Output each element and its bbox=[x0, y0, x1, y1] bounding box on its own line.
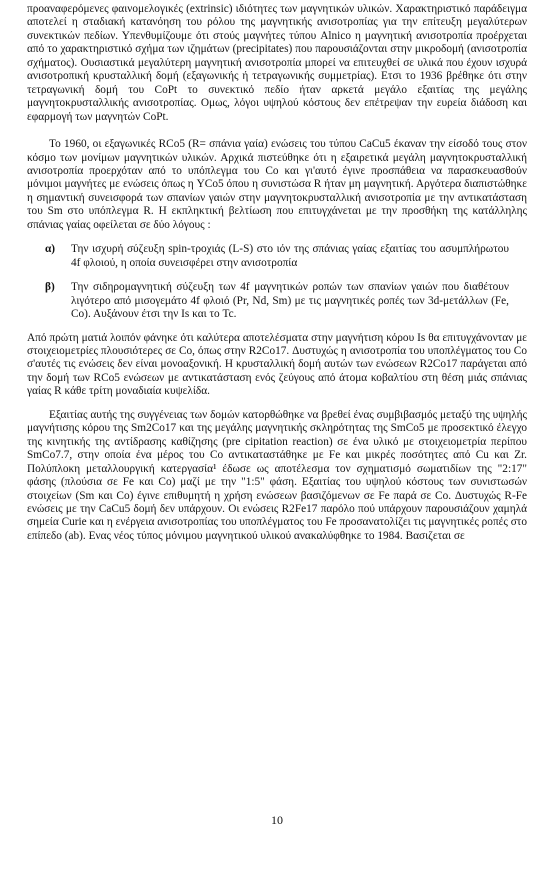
page-number: 10 bbox=[271, 813, 283, 827]
list-text-a: Την ισχυρή σύζευξη spin-τροχιάς (L-S) στο ιόν της σπάνιας γαίας εξαιτίας του ασυμπλήρωτου 4f φλοιού, η οποία συνεισφέρει στην ανισοτροπία bbox=[71, 243, 509, 269]
paragraph-1: προαναφερόμενες φαινομελογικές (extrinsic) ιδιότητες των μαγνητικών υλικών. Χαρακτηριστικό παράδειγμα αποτελεί η σταδιακή κατανόηση του ρόλου της μαγνητικής ανισοτροπίας για την επίτευξη μεγαλύτερων συνεκτικών πεδίων. Υπενθυμίζουμε ότι στούς μαγνήτες τύπου Alnico η μαγνητική ανισοτροπία προέρχεται από το χαρακτηριστικό σχήμα των ιζημάτων (precipitates) που παρουσιάζονται στην μικροδομή (ανισοτροπία σχήματος). Ουσιαστικά μεγαλύτερη μαγνητική ανισοτροπία μπορεί να επιτευχθεί σε υλικά που έχουν ισχυρά ανισοτροπική κρυσταλλική δομή (εξαγωνικής ή τετραγωνικής συμμετρίας). Ετσι το 1936 βρέθηκε ότι στην τετραγωνική δομή του CoPt το συνεκτικό πεδίο ήταν αρκετά μεγάλο εξαιτίας της μεγάλης μαγνητοκρυσταλλικής ανισοτροπίας. Ομως, λόγοι υψηλού κόστους δεν επέτρεψαν την ευρεία διάδοση και εφαρμογή των μαγνητών CoPt. bbox=[27, 3, 527, 123]
list-marker-a: α) bbox=[45, 243, 56, 256]
list-text-b: Την σιδηρομαγνητική σύζευξη των 4f μαγνητικών ροπών των σπανίων γαιών που διαθέτουν λιγότερο από μισογεμάτο 4f φλοιό (Pr, Nd, Sm) με τις μαγνητικές ροπές των 3d-μετάλλων (Fe, Co). Αυξάνουν έτσι την Is και το Tc. bbox=[71, 281, 509, 321]
list-item-b bbox=[27, 281, 527, 321]
paragraph-3: Από πρώτη ματιά λοιπόν φάνηκε ότι καλύτερα αποτελέσματα στην μαγνήτιση κόρου Is θα επιτυγχάνονταν με στοιχειομετρίες πλουσιότερες σε Co, όπως στην R2Co17. Δυστυχώς η ανισοτροπία του υποπλέγματος του Co σ'αυτές τις ενώσεις δεν είναι μονοαξονική. Η κρυσταλλική δομή αυτών των ενώσεων R2Co17 παράγεται από την δομή των RCo5 ενώσεων με αντικατάσταση ενός ζεύγους από άτομα κοβαλτίου στη θέση μιάς σπάνιας γαίας R κάθε τρίτη μοναδιαία κυψελίδα. bbox=[27, 331, 527, 398]
list-marker-b: β) bbox=[45, 281, 55, 294]
list-item-a bbox=[27, 243, 527, 270]
paragraph-2: Το 1960, οι εξαγωνικές RCo5 (R= σπάνια γαία) ενώσεις του τύπου CaCu5 έκαναν την είσοδό τους στον κόσμο των μονίμων μαγνητικών υλικών. Αρχικά πιστεύθηκε ότι η εξαιρετικά μεγάλη μαγνητοκρυσταλλική ανισοτροπία προερχόταν από το υπόπλεγμα του Co και γι'αυτό έγινε προσπάθεια να παρασκευασθούν μόνιμοι μαγνήτες με ενώσεις όπως η YCo5 όπου η συνιστώσα R ήταν μη μαγνητική. Αργότερα διαπιστώθηκε η σημαντική συνεισφορά των σπανίων γαιών στην μαγνητοκρυσταλλική ανισοτροπία με την αντικατάσταση του Sm στο υπόπλεγμα R. Η εκπληκτική βελτίωση που επιτυγχάνεται με την προσθήκη της κατάλληλης σπάνιας γαίας οφείλεται σε δύο λόγους : bbox=[27, 138, 527, 231]
paragraph-4: Εξαιτίας αυτής της συγγένειας των δομών κατορθώθηκε να βρεθεί ένας συμβιβασμός μεταξύ της υψηλής μαγνήτισης κόρου της Sm2Co17 και της μεγάλης μαγνητικής σκληρότητας της SmCo5 με προσεκτικό έλεγχο της κινητικής της αντίδρασης καθίζησης (pre cipitation reaction) σε ένα υλικό με στοιχειομετρία περίπου SmCo7.7, στην οποία ένα μέρος του Co αντικαταστάθηκε με Fe και μικρές ποσότητες από Cu και Zr. Πολύπλοκη μεταλλουργική κατεργασία¹ έδωσε ως αποτέλεσμα τον σχηματισμό σωματιδίων της "2:17" φάσης (πλούσια σε Fe και Co) μαζί με την "1:5" φάση. Εξαιτίας του υψηλού κόστους των συνιστωσών στοιχείων (Sm και Co) έγινε επιθυμητή η χρήση ενώσεων βασιζόμενων σε Fe παρά σε Co. Δυστυχώς R-Fe ενώσεις με την CaCu5 δομή δεν υπάρχουν. Οι ενώσεις R2Fe17 παρόλο πού υπάρχουν παρουσιάζουν χαμηλά σημεία Curie και η ενέργεια ανισοτροπίας του υποπλέγματος του Fe προσανατολίζει τις μαγνητικές ροπές στο επίπεδο (ab). Ενας νέος τύπος μόνιμου μαγνητικού υλικού ανακαλύφθηκε το 1984. Βασιζεται σε bbox=[27, 408, 527, 542]
